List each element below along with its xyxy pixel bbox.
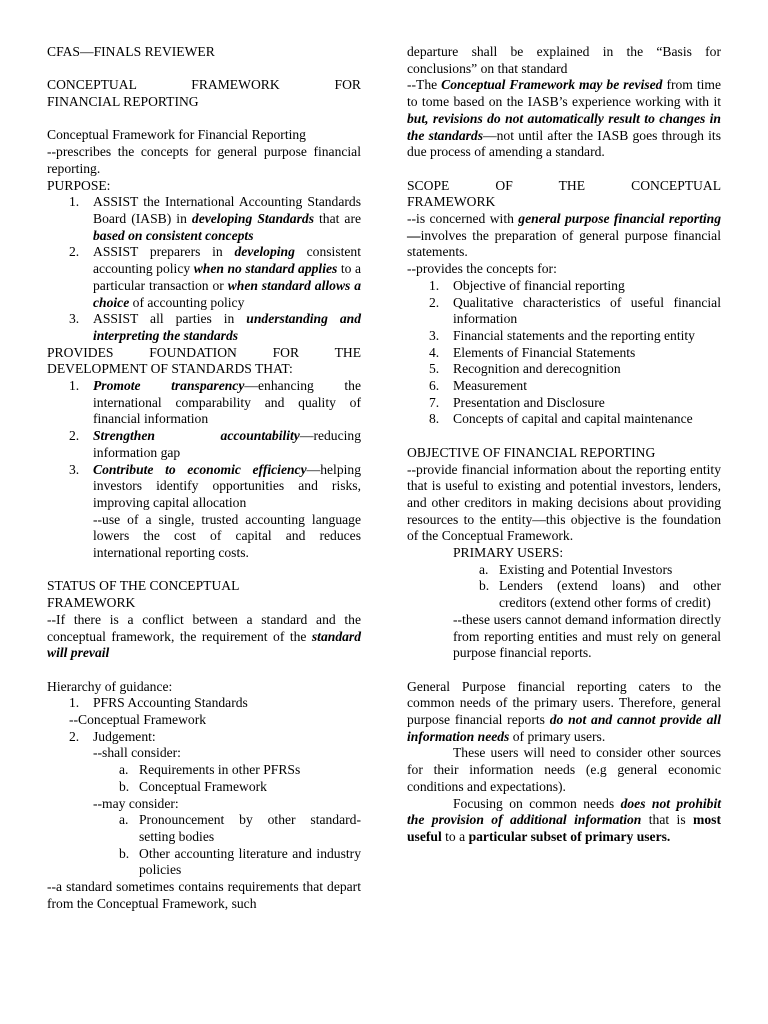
purpose-item: 1. ASSIST the International Accounting Standards Board (IASB) in developing Standards that are based on consistent concepts bbox=[69, 194, 362, 243]
may-consider-label: --may consider: bbox=[93, 795, 179, 811]
right-column bbox=[407, 44, 721, 846]
general-purpose-text: General Purpose financial reporting caters to the common needs of the primary users. Therefore, general purpose financial reports do not and cannot provide all information needs of primary users. bbox=[407, 678, 721, 744]
cf-description: --prescribes the concepts for general purpose financial reporting. bbox=[47, 144, 361, 176]
purpose-item: 3. ASSIST all parties in understanding and interpreting the standards bbox=[69, 311, 361, 343]
scope-item: 2. Qualitative characteristics of useful financial information bbox=[429, 294, 721, 327]
objective-text: --provide financial information about the reporting entity that is useful to existing and potential investors, lenders, and other creditors in making decisions about providing resources to the entity—this objective is the foundation of the Conceptual Framework. bbox=[407, 461, 721, 544]
scope-item: 5. Recognition and derecognition bbox=[429, 361, 621, 377]
may-item: b. Other accounting literature and industry policies bbox=[119, 845, 361, 878]
hierarchy-list-1 bbox=[47, 695, 361, 712]
cf-heading-line2: FINANCIAL REPORTING bbox=[47, 94, 199, 110]
scope-item: 6. Measurement bbox=[429, 378, 527, 394]
provides-item: 3. Contribute to economic efficiency—helping investors identify opportunities and risks, improving capital allocation bbox=[69, 461, 361, 510]
primary-users-note: --these users cannot demand information directly from reporting entities and must rely on general purpose financial reports. bbox=[453, 611, 721, 661]
primary-users-label: PRIMARY USERS: bbox=[453, 545, 564, 561]
left-column bbox=[47, 44, 361, 913]
objective-heading: OBJECTIVE OF FINANCIAL REPORTING bbox=[407, 444, 656, 460]
may-item: a. Pronouncement by other standard-setting bodies bbox=[119, 812, 361, 844]
purpose-item: 2. ASSIST preparers in developing consistent accounting policy when no standard applies to a particular transaction or when standard allows a choice of accounting policy bbox=[69, 244, 362, 310]
provides-heading-line2: DEVELOPMENT OF STANDARDS THAT: bbox=[47, 361, 293, 377]
primary-users-list bbox=[407, 562, 721, 612]
scope-heading-line2: FRAMEWORK bbox=[407, 194, 496, 210]
depart-text: --a standard sometimes contains requirements that depart from the Conceptual Framework, such bbox=[47, 879, 361, 911]
status-heading-line2: FRAMEWORK bbox=[47, 595, 136, 611]
scope-heading-line1: SCOPE OF THE CONCEPTUAL bbox=[407, 177, 721, 193]
scope-provides: --provides the concepts for: bbox=[407, 261, 557, 277]
cf-name: Conceptual Framework for Financial Reporting bbox=[47, 127, 306, 143]
scope-item: 7. Presentation and Disclosure bbox=[429, 394, 605, 410]
provides-list bbox=[47, 378, 361, 512]
shall-consider-label: --shall consider: bbox=[93, 745, 181, 761]
hierarchy-list-2 bbox=[47, 729, 361, 746]
scope-list bbox=[407, 278, 721, 428]
provides-heading-line1: PROVIDES FOUNDATION FOR THE bbox=[47, 344, 361, 360]
users-paragraph: These users will need to consider other sources for their information needs (e.g general economic conditions and expectations). bbox=[407, 745, 721, 794]
provides-item: 2. Strengthen accountability—reducing information gap bbox=[69, 428, 361, 460]
revise-text: --The Conceptual Framework may be revised from time to tome based on the IASB’s experience working with it but, revisions do not automatically result to changes in the standards—not until after the IASB goes through its due process of amending a standard. bbox=[407, 77, 721, 160]
status-text: --If there is a conflict between a standard and the conceptual framework, the requirement of the standard will prevail bbox=[47, 611, 361, 661]
may-consider-list bbox=[47, 812, 361, 879]
provides-item: 1. Promote transparency—enhancing the international comparability and quality of financial information bbox=[69, 378, 362, 427]
shall-item: b. Conceptual Framework bbox=[119, 778, 267, 794]
purpose-list bbox=[47, 194, 361, 344]
hierarchy-item: 1. PFRS Accounting Standards bbox=[69, 695, 248, 711]
scope-item: 4. Elements of Financial Statements bbox=[429, 344, 636, 360]
scope-item: 1. Objective of financial reporting bbox=[429, 277, 625, 293]
primary-user-item: b. Lenders (extend loans) and other creditors (extend other forms of credit) bbox=[479, 578, 721, 611]
shall-item: a. Requirements in other PFRSs bbox=[119, 762, 301, 778]
hierarchy-sub-note: --Conceptual Framework bbox=[69, 712, 207, 728]
scope-item: 3. Financial statements and the reporting entity bbox=[429, 327, 695, 343]
provides-note: --use of a single, trusted accounting language lowers the cost of capital and reduces international reporting costs. bbox=[93, 511, 361, 561]
status-heading-line1: STATUS OF THE CONCEPTUAL bbox=[47, 578, 240, 594]
scope-text: --is concerned with general purpose financial reporting—involves the preparation of general purpose financial statements. bbox=[407, 211, 721, 260]
hierarchy-label: Hierarchy of guidance: bbox=[47, 678, 173, 694]
primary-user-item: a. Existing and Potential Investors bbox=[479, 561, 673, 577]
depart-continued: departure shall be explained in the “Basis for conclusions” on that standard bbox=[407, 44, 721, 76]
scope-item: 8. Concepts of capital and capital maintenance bbox=[429, 411, 693, 427]
cf-heading-line1: CONCEPTUAL FRAMEWORK FOR bbox=[47, 77, 361, 93]
focus-paragraph: Focusing on common needs does not prohibit the provision of additional information that is most useful to a particular subset of primary users. bbox=[407, 795, 722, 844]
document-title: CFAS—FINALS REVIEWER bbox=[47, 44, 215, 59]
hierarchy-item: 2. Judgement: bbox=[69, 728, 156, 744]
purpose-label: PURPOSE: bbox=[47, 177, 111, 193]
shall-consider-list bbox=[47, 762, 361, 795]
